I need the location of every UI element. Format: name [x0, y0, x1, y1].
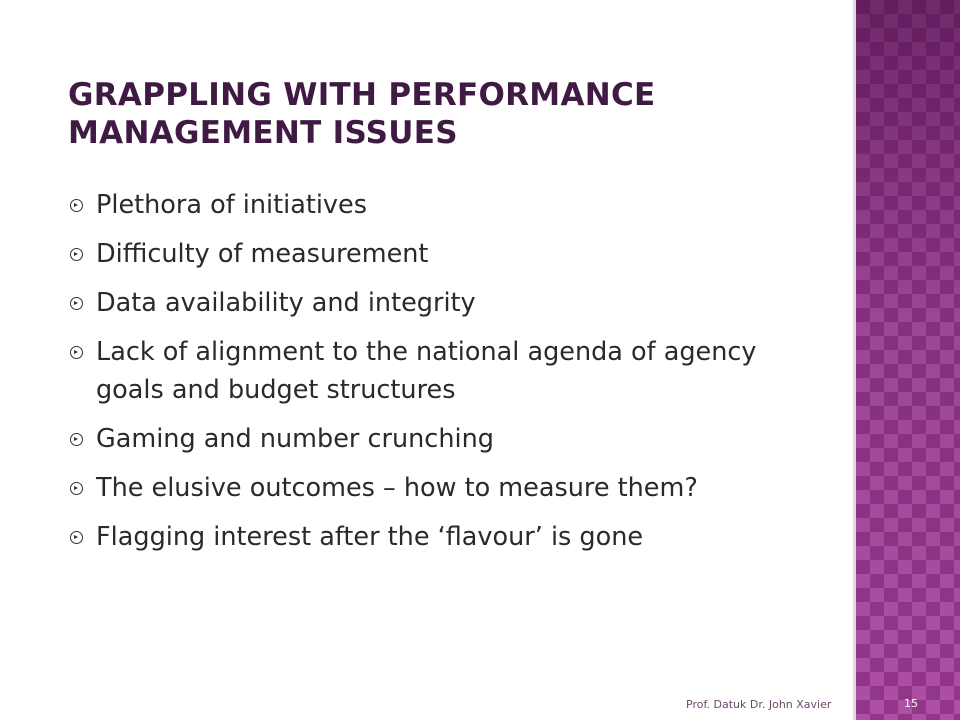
bullet-text: Data availability and integrity [96, 288, 476, 318]
bullet-text: The elusive outcomes – how to measure them? [96, 473, 698, 503]
circled-arrow-bullet-icon [70, 482, 83, 495]
bullet-item [70, 235, 830, 273]
slide-title: GRAPPLING WITH PERFORMANCE MANAGEMENT ISSUES [68, 77, 656, 151]
circled-arrow-bullet-icon [70, 433, 83, 446]
bullet-item [70, 469, 830, 507]
bullet-text: Plethora of initiatives [96, 190, 367, 220]
bullet-item [70, 186, 830, 224]
decorative-sidebar [856, 0, 960, 720]
bullet-item [70, 284, 830, 322]
footer-author: Prof. Datuk Dr. John Xavier [686, 698, 832, 711]
bullet-item [70, 333, 830, 409]
bullet-text: Difficulty of measurement [96, 239, 429, 269]
bullet-list [70, 186, 830, 567]
bullet-item [70, 420, 830, 458]
bullet-text: Flagging interest after the ‘flavour’ is gone [96, 522, 644, 552]
circled-arrow-bullet-icon [70, 248, 83, 261]
bullet-item [70, 518, 830, 556]
circled-arrow-bullet-icon [70, 346, 83, 359]
circled-arrow-bullet-icon [70, 199, 83, 212]
circled-arrow-bullet-icon [70, 531, 83, 544]
bullet-text: Lack of alignment to the national agenda of agency goals and budget structures [96, 337, 757, 405]
bullet-text: Gaming and number crunching [96, 424, 494, 454]
page-number: 15 [904, 697, 918, 710]
circled-arrow-bullet-icon [70, 297, 83, 310]
